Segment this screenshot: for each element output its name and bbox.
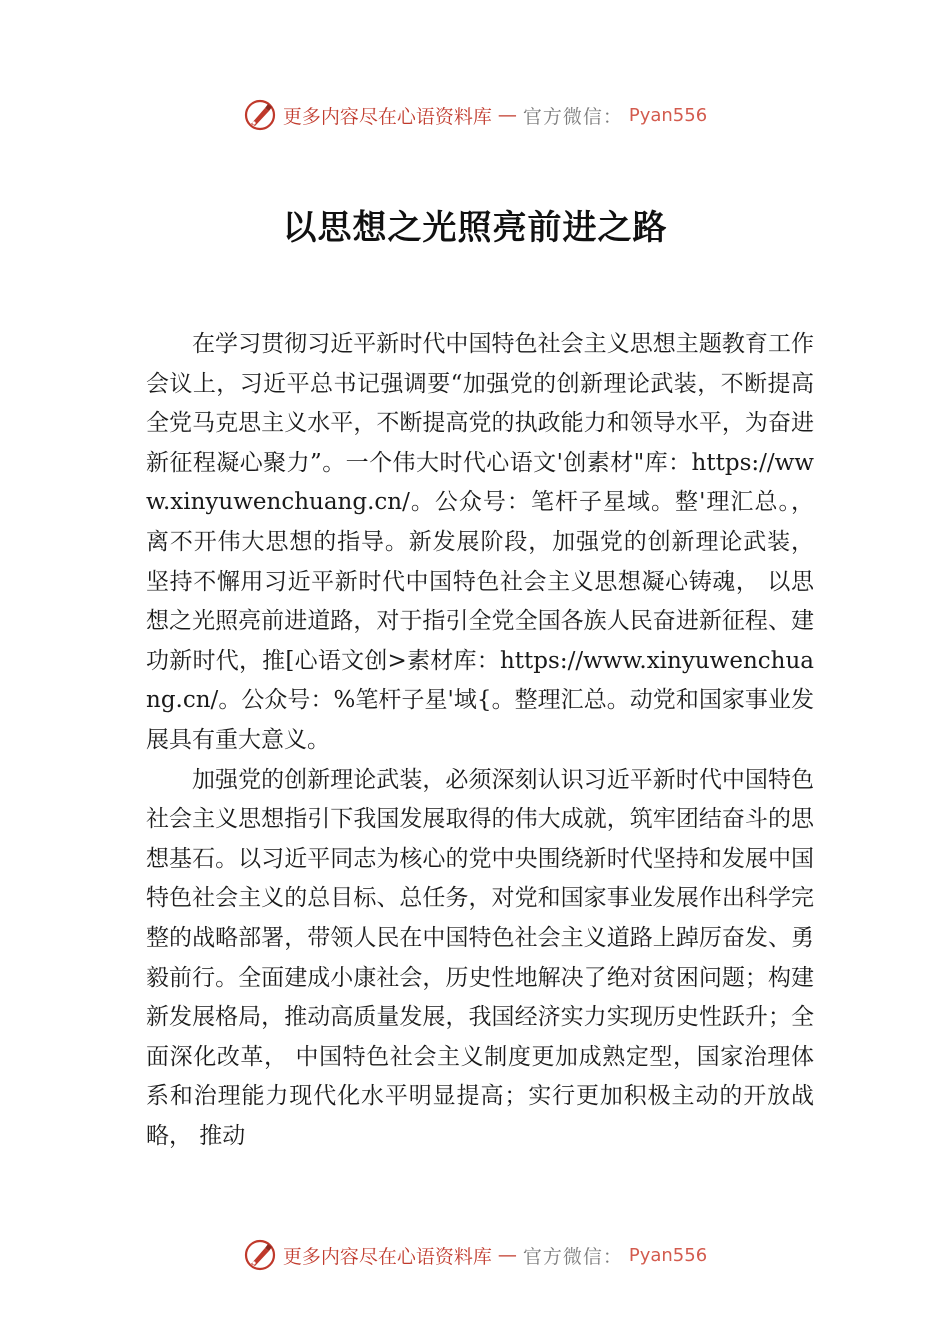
banner-wechat-id: Pyan556 [628,1244,708,1266]
pen-logo-icon [243,98,277,132]
paragraph-1: 在学习贯彻习近平新时代中国特色社会主义思想主题教育工作会议上，习近平总书记强调要“加强党的创新理论武装，不断提高全党马克思主义水平，不断提高党的执政能力和领导水平，为奋进新征程凝心聚力”。一个伟大时代心语文'创素材"库：https://www.xinyuwenchuang.cn/。公众号：笔杆子星域。整'理汇总。，离不开伟大思想的指导。新发展阶段，加强党的创新理论武装， 坚持不懈用习近平新时代中国特色社会主义思想凝心铸魂， 以思想之光照亮前进道路，对于指引全党全国各族人民奋进新征程、建功新时代，推[心语文创>素材库：https://www.xinyuwenchuang.cn/。公众号：%笔杆子星'域{。整理汇总。动党和国家事业发展具有重大意义。 [146,331,814,753]
banner-dash: — [497,1244,517,1266]
banner-site-text: 更多内容尽在心语资料库 [282,105,492,128]
banner-wechat-label: 官方微信： [522,1245,623,1268]
header-banner [0,98,950,132]
pen-logo-icon [243,1238,277,1272]
footer-banner [0,1238,950,1272]
paragraph-2: 加强党的创新理论武装，必须深刻认识习近平新时代中国特色社会主义思想指引下我国发展取得的伟大成就，筑牢团结奋斗的思想基石。以习近平同志为核心的党中央围绕新时代坚持和发展中国特色社会主义的总目标、总任务，对党和国家事业发展作出科学完整的战略部署，带领人民在中国特色社会主义道路上踔厉奋发、勇毅前行。全面建成小康社会，历史性地解决了绝对贫困问题；构建新发展格局，推动高质量发展，我国经济实力实现历史性跃升；全面深化改革， 中国特色社会主义制度更加成熟定型，国家治理体系和治理能力现代化水平明显提高；实行更加积极主动的开放战略， 推动 [146,766,814,1149]
document-body [146,325,814,1156]
document-title: 以思想之光照亮前进之路 [282,208,668,248]
banner-site-text: 更多内容尽在心语资料库 [282,1245,492,1268]
banner-wechat-label: 官方微信： [522,105,623,128]
banner-wechat-id: Pyan556 [628,104,708,126]
banner-dash: — [497,104,517,126]
